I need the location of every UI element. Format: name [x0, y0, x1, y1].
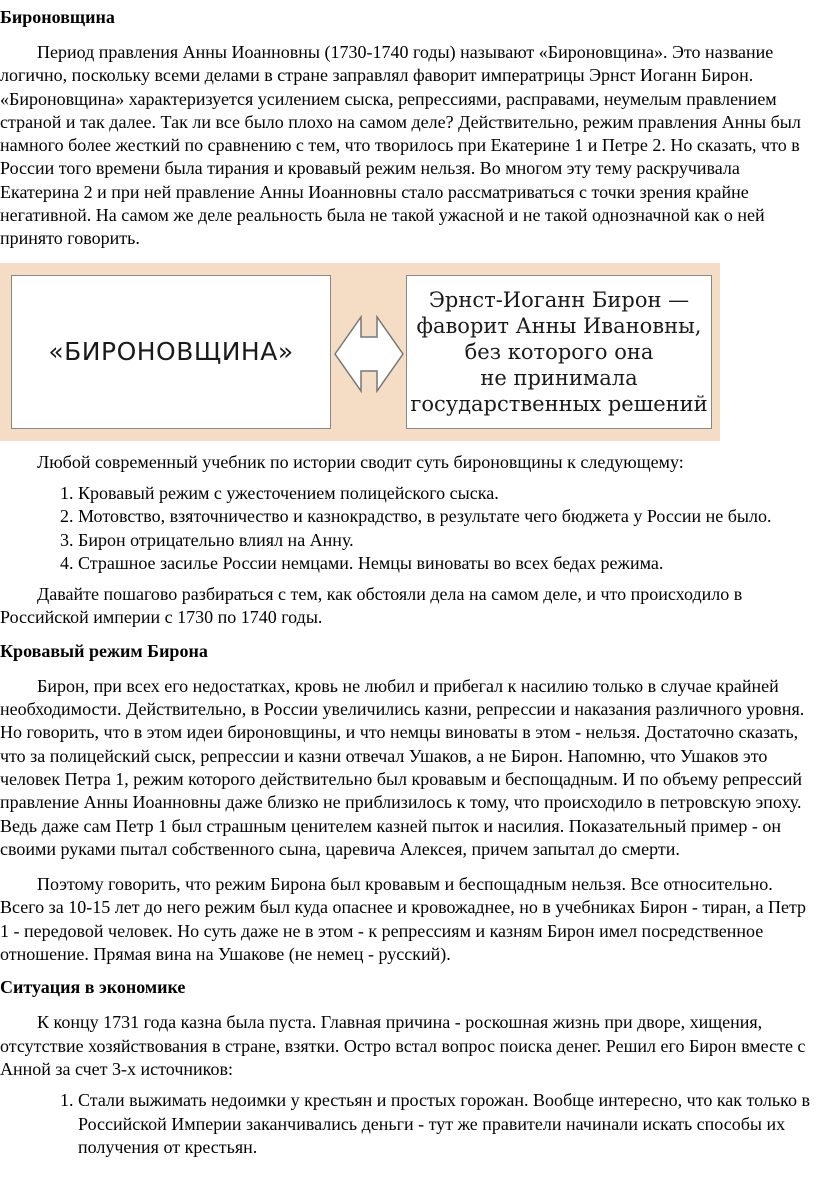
- economy-sources-list: [0, 1089, 816, 1159]
- diagram-right-box: [406, 275, 712, 429]
- diagram-left-label: «БИРОНОВЩИНА»: [48, 337, 294, 367]
- list-item: 1. Кровавый режим с ужесточением полицейского сыска.: [78, 482, 816, 505]
- section-title-bironovshchina: Бироновщина: [0, 7, 115, 27]
- textbook-claims-list: [0, 482, 816, 575]
- bironovshchina-diagram: [0, 263, 720, 441]
- list-item: 4. Страшное засилье России немцами. Немцы виноваты во всех бедах режима.: [78, 552, 816, 575]
- double-arrow-icon: [333, 313, 405, 395]
- document-page: [0, 6, 816, 1159]
- diagram-right-line: фаворит Анны Ивановны,: [416, 313, 702, 338]
- diagram-right-line: государственных решений: [410, 391, 708, 416]
- diagram-right-line: Эрнст-Иоганн Бирон —: [428, 287, 690, 312]
- diagram-left-box: [11, 275, 331, 429]
- paragraph-relative: Поэтому говорить, что режим Бирона был кровавым и беспощадным нельзя. Все относительно. Всего за 10-15 лет до него режим был куда опаснее и кровожаднее, но в учебниках Бирон - тиран, а Петр 1 - передовой человек. Но суть даже не в этом - к репрессиям и казням Бирон имел посредственное отношение. Прямая вина на Ушакове (не немец - русский).: [0, 874, 807, 965]
- section-title-economy: Ситуация в экономике: [0, 977, 186, 998]
- section-title-bloody-regime: Кровавый режим Бирона: [0, 640, 208, 661]
- diagram-right-line: не принимала: [480, 365, 638, 390]
- paragraph-step-by-step: Давайте пошагово разбираться с тем, как обстояли дела на самом деле, и что происходило в Российской империи с 1730 по 1740 годы.: [0, 584, 743, 628]
- diagram-right-line: без которого она: [464, 339, 654, 364]
- paragraph-biron-violence: Бирон, при всех его недостатках, кровь не любил и прибегал к насилию только в случае крайней необходимости. Действительно, в России увеличились казни, репрессии и наказания различного уровня. Но говорить, что в этом идеи бироновщины, и что немцы виноваты в этом - нельзя. Достаточно сказать, что за полицейский сыск, репрессии и казни отвечал Ушаков, а не Бирон. Напомню, что Ушаков это человек Петра 1, режим которого действительно был кровавым и беспощадным. И по объему репрессий правление Анны Иоанновны даже близко не приблизилось к тому, что происходило в петровскую эпоху. Ведь даже сам Петр 1 был страшным ценителем казней пыток и насилия. Показательный пример - он своими руками пытал собственного сына, царевича Алексея, причем запытал до смерти.: [0, 675, 805, 859]
- list-item: 3. Бирон отрицательно влиял на Анну.: [78, 529, 816, 552]
- list-item: 1. Стали выжимать недоимки у крестьян и простых горожан. Вообще интересно, что как только в Российской Империи заканчивались деньги - тут же правители начинали искать способы их получения от крестьян.: [78, 1089, 816, 1159]
- paragraph-treasury: К концу 1731 года казна была пуста. Главная причина - роскошная жизнь при дворе, хищения, отсутствие хозяйствования в стране, взятки. Остро встал вопрос поиска денег. Решил его Бирон вместе с Анной за счет 3-х источников:: [0, 1012, 806, 1079]
- paragraph-intro: Период правления Анны Иоанновны (1730-1740 годы) называют «Бироновщина». Это название логично, поскольку всеми делами в стране заправлял фаворит императрицы Эрнст Иоганн Бирон. «Бироновщина» характеризуется усилением сыска, репрессиями, расправами, неумелым правлением страной и так далее. Так ли все было плохо на самом деле? Действительно, режим правления Анны был намного более жесткий по сравнению с тем, что творилось при Екатерине 1 и Петре 2. Но сказать, что в России того времени была тирания и кровавый режим нельзя. Во многом эту тему раскручивала Екатерина 2 и при ней правление Анны Иоанновны стало рассматриваться с точки зрения крайне негативной. На самом же деле реальность была не такой ужасной и не такой однозначной как о ней принято говорить.: [0, 42, 801, 249]
- paragraph-textbook-lead: Любой современный учебник по истории сводит суть бироновщины к следующему:: [37, 451, 684, 472]
- list-item: 2. Мотовство, взяточничество и казнокрадство, в результате чего бюджета у России не было.: [78, 505, 816, 528]
